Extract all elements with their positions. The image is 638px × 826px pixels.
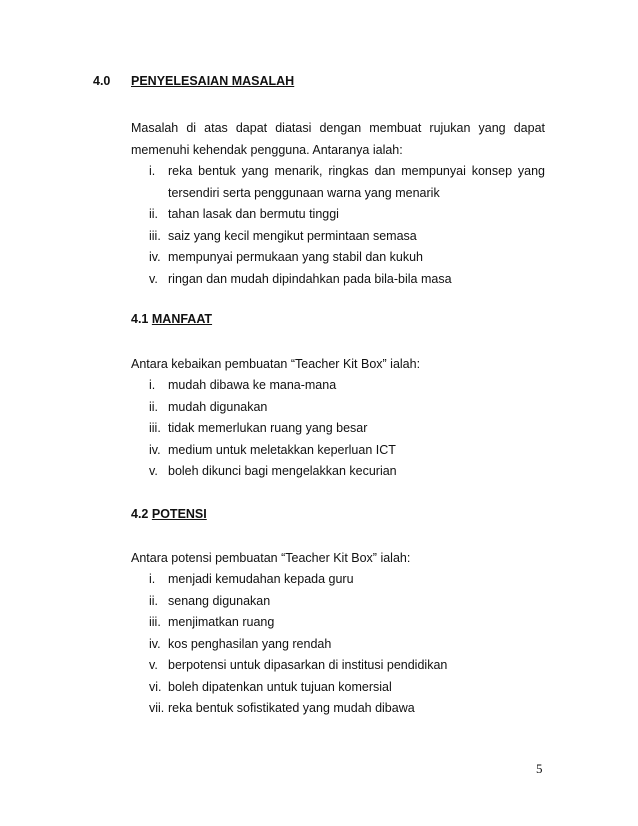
list-item-text: kos penghasilan yang rendah bbox=[168, 636, 332, 651]
list-item-text: boleh dipatenkan untuk tujuan komersial bbox=[168, 679, 392, 694]
section-number: 4.0 bbox=[93, 74, 111, 88]
list-item bbox=[149, 677, 545, 699]
list-item-number: v. bbox=[149, 658, 158, 672]
manfaat-heading bbox=[131, 312, 212, 326]
list-item-number: iii. bbox=[149, 615, 161, 629]
list-item-number: ii. bbox=[149, 207, 159, 221]
list-item bbox=[149, 655, 545, 677]
list-item-number: v. bbox=[149, 271, 158, 286]
manfaat-intro: Antara kebaikan pembuatan “Teacher Kit Box” ialah: bbox=[131, 357, 421, 371]
list-item-text: reka bentuk sofistikated yang mudah dibawa bbox=[168, 701, 415, 715]
manfaat-body bbox=[131, 353, 545, 483]
list-item-text: berpotensi untuk dipasarkan di institusi pendidikan bbox=[168, 658, 448, 672]
list-item-text: saiz yang kecil mengikut permintaan semasa bbox=[168, 228, 417, 243]
list-item-number: ii. bbox=[149, 399, 159, 414]
list-item-number: iii. bbox=[149, 228, 161, 243]
list-item-text: tahan lasak dan bermutu tinggi bbox=[168, 207, 339, 221]
list-item-text: mudah digunakan bbox=[168, 399, 268, 414]
list-item-text: medium untuk meletakkan keperluan ICT bbox=[168, 442, 396, 457]
section-body bbox=[131, 117, 545, 290]
list-item-number: i. bbox=[149, 378, 156, 392]
list-item-text: menjimatkan ruang bbox=[168, 615, 275, 629]
list-item-number: i. bbox=[149, 572, 156, 586]
list-item-text: menjadi kemudahan kepada guru bbox=[168, 572, 354, 586]
section-list bbox=[131, 161, 545, 290]
manfaat-list bbox=[131, 375, 545, 483]
list-item-number: ii. bbox=[149, 593, 159, 608]
list-item-number: vi. bbox=[149, 679, 162, 694]
list-item-text: reka bentuk yang menarik, ringkas dan mempunyai konsep yang tersendiri serta penggunaan warna yang menarik bbox=[168, 164, 545, 200]
list-item bbox=[149, 569, 545, 591]
list-item-text: boleh dikunci bagi mengelakkan kecurian bbox=[168, 464, 397, 478]
section-intro: Masalah di atas dapat diatasi dengan membuat rujukan yang dapat memenuhi kehendak pengguna. Antaranya ialah: bbox=[131, 121, 545, 157]
list-item-text: senang digunakan bbox=[168, 593, 271, 608]
list-item-number: iii. bbox=[149, 421, 161, 435]
list-item-text: tidak memerlukan ruang yang besar bbox=[168, 421, 368, 435]
potensi-heading bbox=[131, 507, 207, 521]
list-item-text: mudah dibawa ke mana-mana bbox=[168, 378, 337, 392]
potensi-intro: Antara potensi pembuatan “Teacher Kit Box” ialah: bbox=[131, 551, 411, 565]
list-item bbox=[149, 397, 545, 419]
potensi-title: POTENSI bbox=[151, 507, 207, 521]
list-item-text: ringan dan mudah dipindahkan pada bila-bila masa bbox=[168, 271, 452, 286]
manfaat-number: 4.1 bbox=[131, 312, 149, 326]
list-item bbox=[149, 375, 545, 397]
list-item-number: vii. bbox=[149, 701, 165, 715]
list-item-number: v. bbox=[149, 464, 158, 478]
page-number: 5 bbox=[536, 761, 543, 776]
list-item-number: iv. bbox=[149, 636, 161, 651]
list-item-number: i. bbox=[149, 164, 156, 178]
list-item bbox=[149, 698, 545, 720]
list-item bbox=[149, 634, 545, 656]
list-item-text: mempunyai permukaan yang stabil dan kukuh bbox=[168, 250, 424, 264]
list-item bbox=[149, 269, 545, 291]
list-item bbox=[149, 418, 545, 440]
list-item bbox=[149, 226, 545, 248]
list-item bbox=[149, 161, 545, 204]
section-title: PENYELESAIAN MASALAH bbox=[131, 74, 295, 88]
list-item-number: iv. bbox=[149, 442, 161, 457]
list-item bbox=[149, 591, 545, 613]
potensi-number: 4.2 bbox=[131, 507, 149, 521]
list-item bbox=[149, 612, 545, 634]
potensi-body bbox=[131, 547, 545, 720]
list-item bbox=[149, 204, 545, 226]
manfaat-title: MANFAAT bbox=[151, 312, 213, 326]
list-item bbox=[149, 440, 545, 462]
list-item bbox=[149, 247, 545, 269]
list-item-number: iv. bbox=[149, 250, 161, 264]
potensi-list bbox=[131, 569, 545, 720]
list-item bbox=[149, 461, 545, 483]
